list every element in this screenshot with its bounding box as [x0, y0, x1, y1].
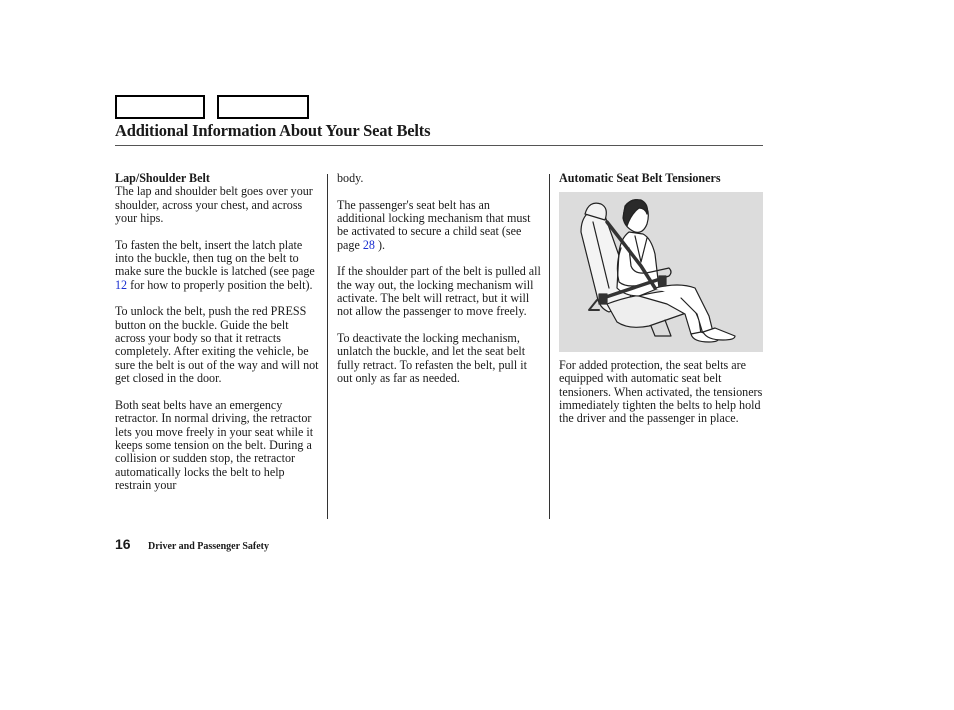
column-2 [337, 172, 541, 399]
page-28-link[interactable]: 28 [362, 237, 375, 252]
col2-p2-text-a: The passenger's seat belt has an additional locking mechanism that must be activated to secure a child seat (see page [337, 197, 531, 252]
col1-paragraph-2 [115, 239, 321, 292]
col1-p2-text-a: To fasten the belt, insert the latch plate into the buckle, then tug on the belt to make sure the buckle is latched (see page [115, 237, 315, 279]
passenger-seat-belt-icon [559, 192, 763, 352]
lap-shoulder-belt-heading: Lap/Shoulder Belt [115, 171, 210, 185]
col1-paragraph-1: The lap and shoulder belt goes over your shoulder, across your chest, and across your hips. [115, 184, 313, 226]
column-divider-1 [327, 174, 328, 519]
col2-paragraph-2 [337, 199, 541, 252]
tensioners-heading: Automatic Seat Belt Tensioners [559, 171, 721, 185]
col2-paragraph-1: body. [337, 171, 364, 185]
column-3 [559, 172, 763, 185]
column-divider-2 [549, 174, 550, 519]
page-number: 16 [115, 536, 131, 552]
col1-paragraph-4: Both seat belts have an emergency retractor. In normal driving, the retractor lets you move freely in your seat while it keeps some tension on the belt. During a collision or sudden stop, the retractor automatically locks the belt to help restrain your [115, 397, 314, 492]
col1-paragraph-3: To unlock the belt, push the red PRESS button on the buckle. Guide the belt across your body so that it retracts completely. After exiting the vehicle, be sure the belt is out of the way and will not get closed in the door. [115, 304, 319, 386]
col3-paragraph-1: For added protection, the seat belts are equipped with automatic seat belt tensioners. When activated, the tensioners immediately tighten the belts to help hold the driver and the passenger in place. [559, 358, 763, 426]
col2-paragraph-4: To deactivate the locking mechanism, unlatch the buckle, and let the seat belt fully retract. To refasten the belt, pull it out only as far as needed. [337, 331, 528, 386]
col1-p2-text-b: for how to properly position the belt). [127, 277, 313, 292]
seated-passenger-illustration [559, 192, 763, 352]
page-12-link[interactable]: 12 [115, 277, 128, 292]
nav-button-previous[interactable] [115, 95, 205, 119]
page-title: Additional Information About Your Seat Belts [115, 121, 431, 140]
nav-button-next[interactable] [217, 95, 309, 119]
col2-p2-text-b: ). [374, 237, 386, 252]
col2-paragraph-3: If the shoulder part of the belt is pulled all the way out, the locking mechanism will activate. The belt will retract, but it will not allow the passenger to move freely. [337, 264, 541, 319]
column-3-body [559, 359, 763, 439]
title-divider [115, 145, 763, 146]
section-label: Driver and Passenger Safety [148, 541, 270, 552]
column-1 [115, 172, 321, 506]
